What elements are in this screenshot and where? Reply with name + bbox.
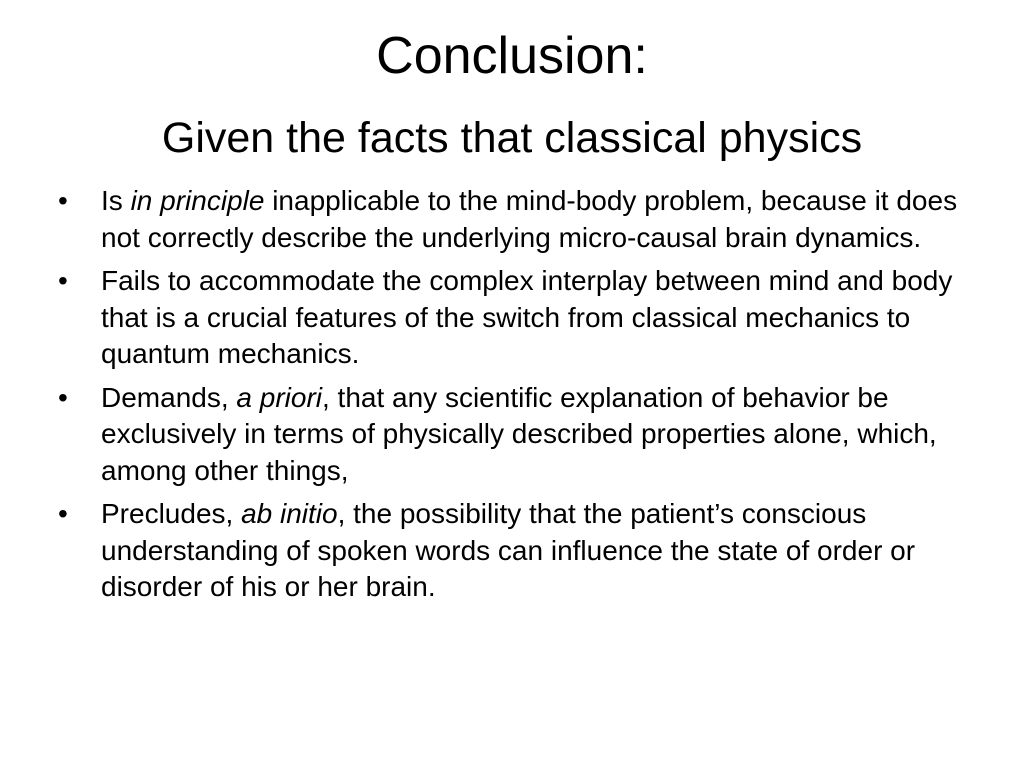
bullet-marker: • (58, 185, 68, 216)
slide-title: Conclusion: (376, 27, 648, 85)
bullet-text-start: Demands, (101, 381, 237, 413)
bullet-text-end: , that any scientific explanation of behavior be exclusively in terms of physically described properties alone, which, among other things, (101, 381, 937, 486)
bullet-item (58, 263, 988, 373)
bullet-text-italic: a priori (236, 381, 322, 413)
bullet-text-italic: ab initio (241, 498, 338, 529)
slide-subtitle: Given the facts that classical physics (161, 114, 863, 162)
bullet-item (58, 183, 988, 256)
bullet-marker: • (58, 498, 68, 529)
bullet-text-end: inapplicable to the mind-body problem, because it does not correctly describe the underlying micro-causal brain dynamics. (101, 185, 958, 253)
bullet-marker: • (58, 381, 68, 413)
bullet-text-italic: in principle (130, 185, 265, 216)
bullet-text-start: Precludes, (101, 498, 242, 529)
bullet-text-start: Fails to accommodate the complex interplay between mind and body that is a crucial features of the switch from classical mechanics to quantum mechanics. (101, 265, 953, 369)
bullet-text-end: , the possibility that the patient’s conscious understanding of spoken words can influence the state of order or disorder of his or her brain. (101, 498, 916, 602)
bullet-text-start: Is (101, 185, 131, 216)
bullet-marker: • (58, 265, 68, 296)
bullet-item (58, 380, 988, 490)
bullet-item (58, 496, 988, 606)
bullet-list (58, 183, 988, 613)
